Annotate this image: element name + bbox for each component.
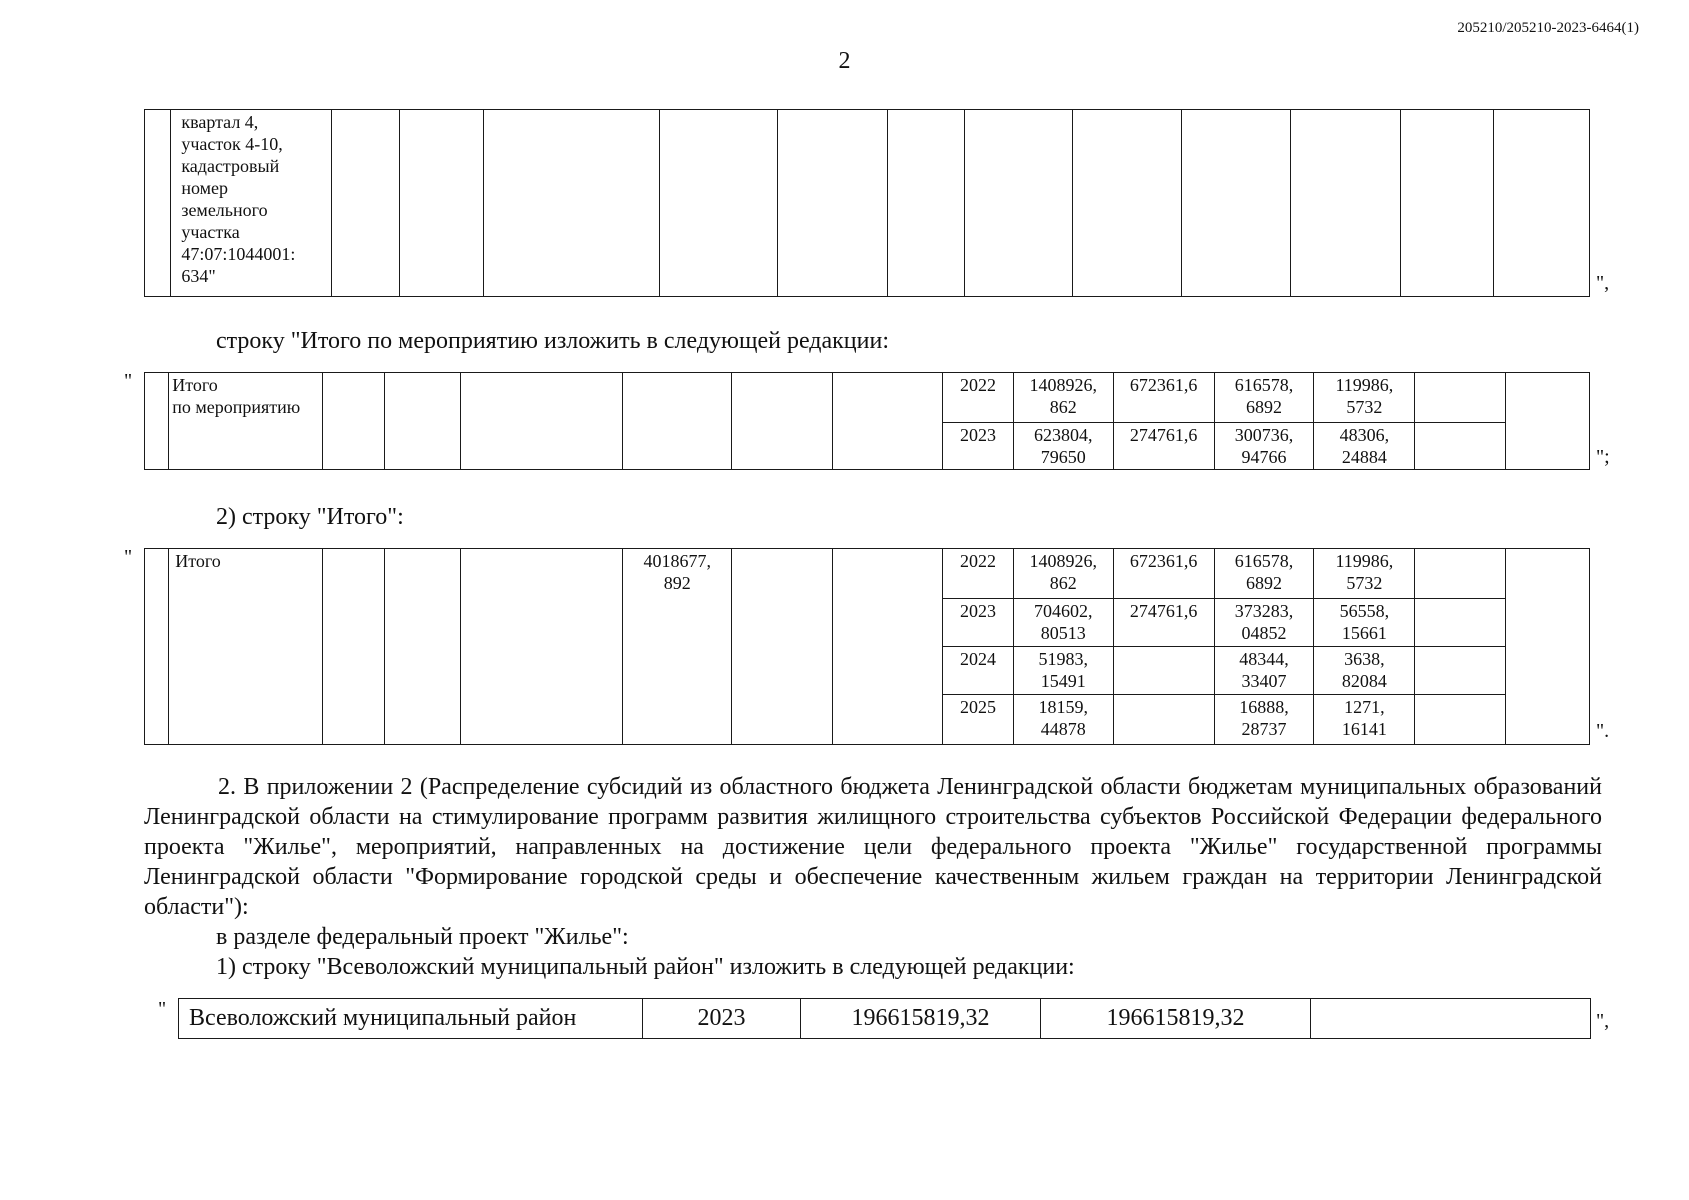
document-id: 205210/205210-2023-6464(1)	[1457, 20, 1639, 36]
regional-cell: 616578, 6892	[1214, 549, 1314, 599]
total-label-cell: Итого по мероприятию	[169, 373, 322, 470]
amount-cell: 196615819,32	[801, 999, 1041, 1039]
year-cell: 2022	[943, 373, 1014, 423]
total-cell: 1408926, 862	[1013, 549, 1113, 599]
opening-quote: "	[158, 998, 167, 1020]
total-cell: 1408926, 862	[1013, 373, 1113, 423]
table-row	[145, 373, 1590, 423]
regional-cell: 16888, 28737	[1214, 695, 1314, 745]
total-cell: 51983, 15491	[1013, 647, 1113, 695]
local-cell: 119986, 5732	[1314, 549, 1415, 599]
federal-cell: 672361,6	[1113, 373, 1214, 423]
closing-quote: ",	[1596, 272, 1610, 294]
table-continued-row	[144, 109, 1590, 297]
federal-cell	[1113, 695, 1214, 745]
intro-text-2: 2) строку "Итого":	[216, 504, 404, 530]
table-grand-total	[144, 548, 1590, 745]
year-cell: 2023	[943, 423, 1014, 470]
opening-quote: "	[124, 370, 133, 392]
year-cell: 2024	[943, 647, 1014, 695]
section-line: в разделе федеральный проект "Жилье":	[216, 924, 629, 950]
federal-cell	[1113, 647, 1214, 695]
closing-quote: ",	[1596, 1010, 1610, 1032]
total-cell: 704602, 80513	[1013, 599, 1113, 647]
regional-cell: 373283, 04852	[1214, 599, 1314, 647]
table-total-measure	[144, 372, 1590, 470]
local-cell: 56558, 15661	[1314, 599, 1415, 647]
table-district-row	[178, 998, 1591, 1039]
table-row	[145, 110, 1590, 297]
table-row	[145, 549, 1590, 599]
local-cell: 3638, 82084	[1314, 647, 1415, 695]
amount-cell: 196615819,32	[1041, 999, 1311, 1039]
closing-quote: ";	[1596, 446, 1610, 468]
table-row	[179, 999, 1591, 1039]
local-cell: 119986, 5732	[1314, 373, 1415, 423]
regional-cell: 300736, 94766	[1214, 423, 1314, 470]
amendment-paragraph: 2. В приложении 2 (Распределение субсидий из областного бюджета Ленинградской области бюджетам муниципальных образований Ленинградской области на стимулирование программ развития жилищного строительства субъектов Российской Федерации федерального проекта "Жилье", мероприятий, направленных на достижение цели федерального проекта "Жилье" государственной программы Ленинградской области "Формирование городской среды и обеспечение качественным жильем граждан на территории Ленинградской области"):	[144, 774, 1602, 920]
total-cell: 18159, 44878	[1013, 695, 1113, 745]
district-cell: Всеволожский муниципальный район	[179, 999, 643, 1039]
page-number: 2	[838, 48, 851, 74]
total-cell: 623804, 79650	[1013, 423, 1113, 470]
regional-cell: 616578, 6892	[1214, 373, 1314, 423]
sum-cell: 4018677, 892	[623, 549, 732, 745]
local-cell: 48306, 24884	[1314, 423, 1415, 470]
year-cell: 2022	[943, 549, 1014, 599]
opening-quote: "	[124, 546, 133, 568]
federal-cell: 274761,6	[1113, 599, 1214, 647]
intro-text: строку "Итого по мероприятию изложить в следующей редакции:	[216, 328, 890, 354]
federal-cell: 672361,6	[1113, 549, 1214, 599]
year-cell: 2023	[643, 999, 801, 1039]
federal-cell: 274761,6	[1113, 423, 1214, 470]
local-cell: 1271, 16141	[1314, 695, 1415, 745]
closing-quote: ".	[1596, 720, 1610, 742]
year-cell: 2025	[943, 695, 1014, 745]
address-cell: квартал 4, участок 4-10, кадастровый номер земельного участка 47:07:1044001: 634"	[171, 110, 331, 297]
total-label-cell: Итого	[169, 549, 322, 745]
year-cell: 2023	[943, 599, 1014, 647]
regional-cell: 48344, 33407	[1214, 647, 1314, 695]
item-line: 1) строку "Всеволожский муниципальный район" изложить в следующей редакции:	[216, 954, 1075, 980]
